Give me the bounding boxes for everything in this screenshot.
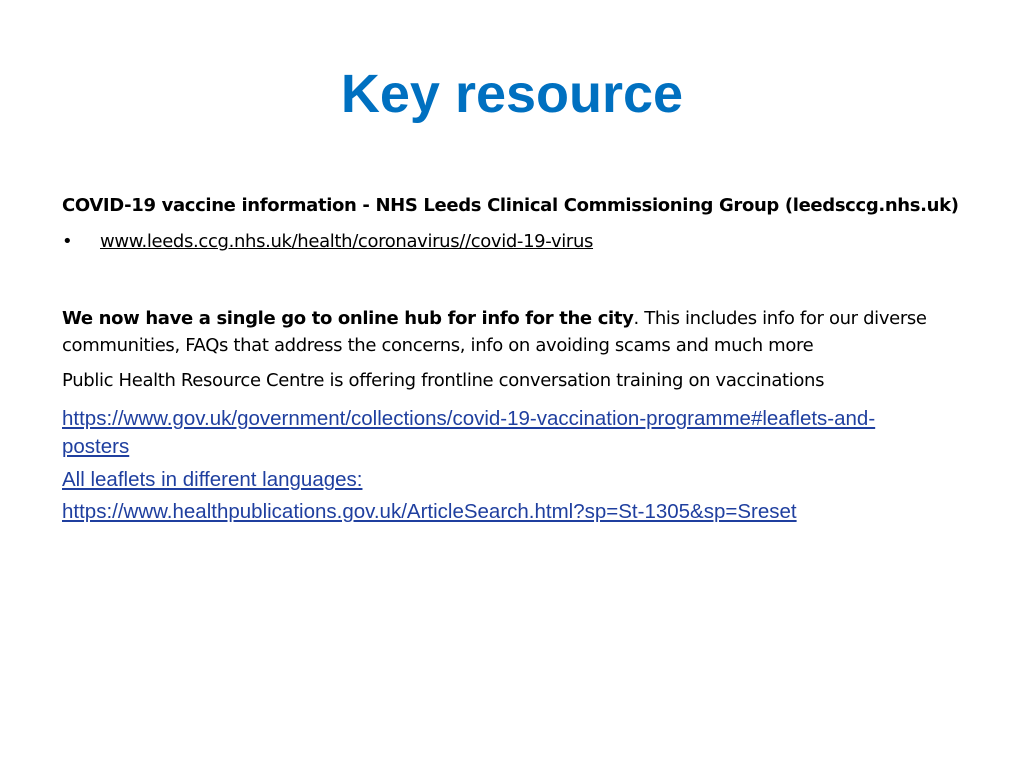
phrc-text: Public Health Resource Centre is offering frontline conversation training on vaccinations [62,370,825,391]
hub-bold-text: We now have a single go to online hub for info for the city [62,308,634,329]
bullet-dot-icon: • [62,231,73,252]
leeds-ccg-link[interactable]: www.leeds.ccg.nhs.uk/health/coronavirus//covid-19-virus [100,231,594,252]
hub-paragraph [62,305,942,359]
leaflets-label-link[interactable]: All leaflets in different languages: [62,468,363,491]
bullet-item [62,230,593,254]
gov-uk-link[interactable]: https://www.gov.uk/government/collections/covid-19-vaccination-programme#leaflets-and-posters [62,407,876,458]
section-heading: COVID-19 vaccine information - NHS Leeds Clinical Commissioning Group (leedsccg.nhs.uk) [62,195,959,216]
slide-title: Key resource [340,64,684,124]
health-publications-link[interactable]: https://www.healthpublications.gov.uk/ArticleSearch.html?sp=St-1305&sp=Sreset [62,500,797,523]
hub-rest-text: . This includes info for our diverse communities, FAQs that address the concerns, info on avoiding scams and much more [62,308,927,356]
